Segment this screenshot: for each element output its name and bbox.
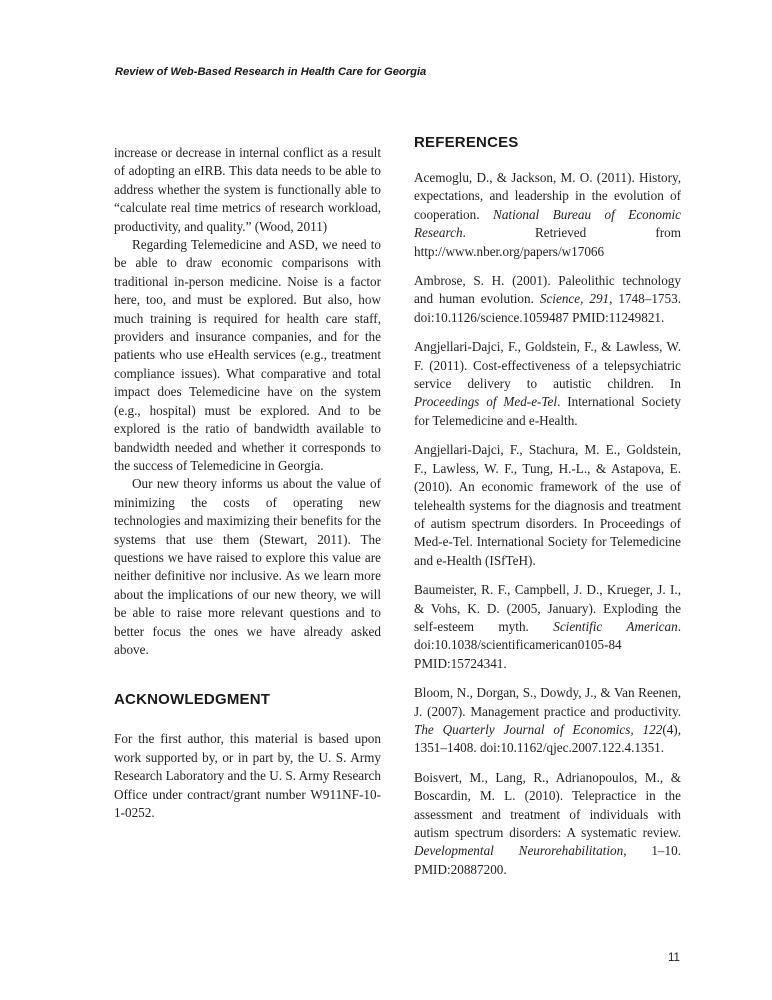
reference-entry [414,769,681,879]
reference-entry [414,441,681,570]
body-paragraph: Regarding Telemedicine and ASD, we need to be able to draw economic comparisons with traditional in-person medicine. Noise is a factor here, too, and must be explored. But also, how much training is required for health care staff, providers and insurance companies, and for the patients who use eHealth services (e.g., treatment compliance issues). What comparative and total impact does Telemedicine have on the system (e.g., hospital) must be explored. And to be explored is the ratio of bandwidth available to bandwidth needed and whether it corresponds to the success of Telemedicine in Georgia. [114,237,381,473]
reference-text: (4), 1351–1408. doi:10.1162/qjec.2007.122.4.1351. [414,721,681,756]
reference-entry [414,272,681,327]
acknowledgment-text: For the first author, this material is based upon work supported by, or in part by, the U. S. Army Research Laboratory and the U. S. Army Research Office under contract/grant number W911NF-10-1-0252. [114,731,381,820]
reference-entry [414,684,681,758]
reference-source: National Bureau of Economic Research [414,206,682,241]
reference-source: Proceedings of Med-e-Tel [414,394,558,410]
reference-entry [414,169,681,261]
reference-source: Scientific American [553,618,678,634]
body-paragraph: increase or decrease in internal conflict as a result of adopting an eIRB. This data needs to be able to address whether the system is functionally able to “calculate real time metrics of research workload, productivity, and quality.” (Wood, 2011) [114,145,381,234]
body-paragraph: Our new theory informs us about the value of minimizing the costs of operating new technologies and maximizing their benefits for the systems that use them (Stewart, 2011). The questions we have raised to explore this value are neither definitive nor inclusive. As we learn more about the implications of our new theory, we will be able to raise more relevant questions and to better focus the ones we have already asked above. [114,476,381,657]
reference-text: Bloom, N., Dorgan, S., Dowdy, J., & Van Reenen, J. (2007). Management practice and productivity. [414,685,681,719]
reference-text: . doi:10.1038/scientificamerican0105-84 PMID:15724341. [414,618,681,671]
acknowledgment-heading: ACKNOWLEDGMENT [114,691,271,709]
reference-text: Acemoglu, D., & Jackson, M. O. (2011). History, expectations, and leadership in the evolution of cooperation. [414,170,681,222]
running-header: Review of Web-Based Research in Health Care for Georgia [115,66,427,78]
reference-entry [414,581,681,673]
reference-text: , 1748–1753. doi:10.1126/science.1059487 PMID:11249821. [414,291,682,325]
reference-text: . International Society for Telemedicine and e-Health. [414,394,681,428]
left-column [114,144,381,822]
reference-text: . Retrieved from http://www.nber.org/papers/w17066 [414,225,681,259]
right-column [414,134,681,890]
reference-text: Baumeister, R. F., Campbell, J. D., Krueger, J. I., & Vohs, K. D. (2005, January). Exploding the self-esteem myth. [414,582,681,634]
reference-source: Developmental Neurorehabilitation [414,843,624,859]
page-number: 11 [668,952,680,964]
reference-text: Angjellari-Dajci, F., Goldstein, F., & Lawless, W. F. (2011). Cost-effectiveness of a telepsychiatric service delivery to autistic children. In [414,339,681,392]
reference-text: Boisvert, M., Lang, R., Adrianopoulos, M., & Boscardin, M. L. (2010). Telepractice in the assessment and treatment of individuals with autism spectrum disorders: A systematic review. [414,769,681,840]
reference-source: Science, 291 [539,291,610,307]
reference-entry [414,338,681,430]
reference-text: Angjellari-Dajci, F., Stachura, M. E., Goldstein, F., Lawless, W. F., Tung, H.-L., & Astapova, E. (2010). An economic framework of the use of telehealth systems for the diagnosis and treatment of autism spectrum disorders. In Proceedings of Med-e-Tel. International Society for Telemedicine and e-Health (ISfTeH). [414,442,681,568]
references-heading: REFERENCES [414,134,519,151]
reference-text: , 1–10. PMID:20887200. [414,843,681,877]
reference-source: The Quarterly Journal of Economics, 122 [414,721,663,737]
reference-text: Ambrose, S. H. (2001). Paleolithic technology and human evolution. [414,273,681,307]
